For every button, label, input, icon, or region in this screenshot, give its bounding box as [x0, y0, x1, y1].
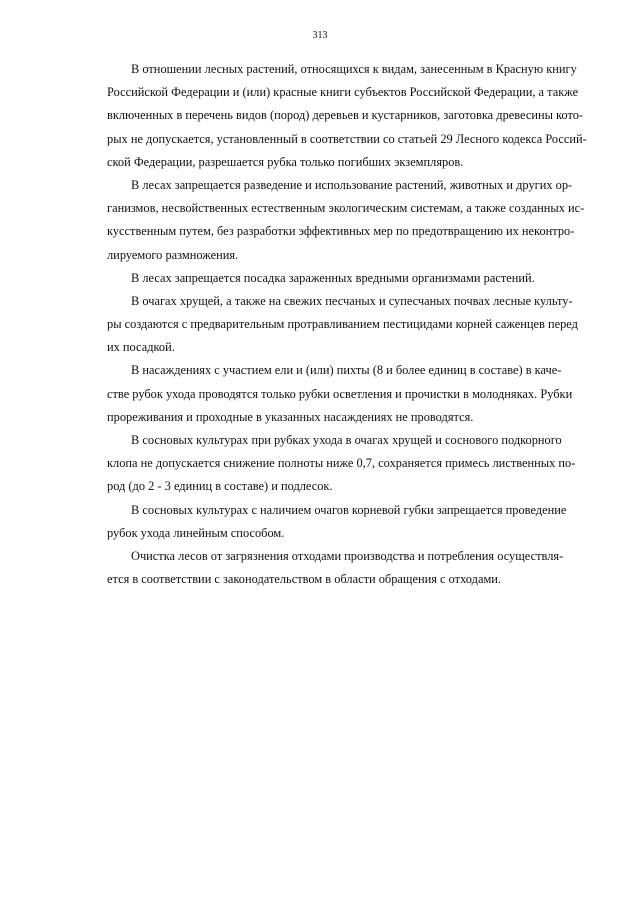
- paragraph: [107, 499, 595, 545]
- text-line: рубок ухода линейным способом.: [107, 525, 285, 540]
- text-line: В лесах запрещается посадка зараженных вредными организмами растений.: [131, 270, 535, 285]
- text-line: рых не допускается, установленный в соответствии со статьей 29 Лесного кодекса Россий-: [107, 131, 587, 146]
- paragraph: [107, 290, 595, 360]
- text-line: В отношении лесных растений, относящихся к видам, занесенным в Красную книгу: [131, 62, 577, 76]
- text-line: включенных в перечень видов (пород) деревьев и кустарников, заготовка древесины кото-: [107, 108, 584, 123]
- text-line: В сосновых культурах с наличием очагов корневой губки запрещается проведение: [131, 502, 567, 517]
- document-body: [107, 58, 595, 591]
- text-line: Российской Федерации и (или) красные книги субъектов Российской Федерации, а также: [107, 85, 579, 100]
- text-line: прореживания и проходные в указанных насаждениях не проводятся.: [107, 409, 474, 424]
- text-line: кусственным путем, без разработки эффективных мер по предотвращению их неконтро-: [107, 224, 575, 239]
- text-line: клопа не допускается снижение полноты ниже 0,7, сохраняется примесь лиственных по-: [107, 456, 576, 471]
- text-line: Очистка лесов от загрязнения отходами производства и потребления осуществля-: [131, 548, 564, 563]
- text-line: ганизмов, несвойственных естественным экологическим системам, а также созданных ис-: [107, 201, 585, 216]
- text-line: стве рубок ухода проводятся только рубки осветления и прочистки в молодняках. Рубки: [107, 386, 573, 401]
- paragraph: [107, 359, 595, 429]
- text-line: ской Федерации, разрешается рубка только погибших экземпляров.: [107, 154, 464, 169]
- text-line: В очагах хрущей, а также на свежих песчаных и супесчаных почвах лесные культу-: [131, 293, 573, 308]
- text-line: В насаждениях с участием ели и (или) пихты (8 и более единиц в составе) в каче-: [131, 363, 562, 378]
- text-line: В сосновых культурах при рубках ухода в очагах хрущей и соснового подкорного: [131, 433, 562, 447]
- paragraph: [107, 545, 595, 591]
- text-line: лируемого размножения.: [107, 247, 239, 262]
- paragraph: [107, 429, 595, 499]
- text-line: их посадкой.: [107, 340, 175, 355]
- text-line: ется в соответствии с законодательством в области обращения с отходами.: [107, 572, 502, 587]
- paragraph: [107, 58, 595, 174]
- paragraph: [107, 267, 595, 290]
- text-line: ры создаются с предварительным протравливанием пестицидами корней саженцев перед: [107, 317, 578, 332]
- text-line: род (до 2 - 3 единиц в составе) и подлесок.: [107, 479, 333, 494]
- text-line: В лесах запрещается разведение и использование растений, животных и других ор-: [131, 177, 573, 192]
- page-number: 313: [312, 30, 328, 41]
- paragraph: [107, 174, 595, 267]
